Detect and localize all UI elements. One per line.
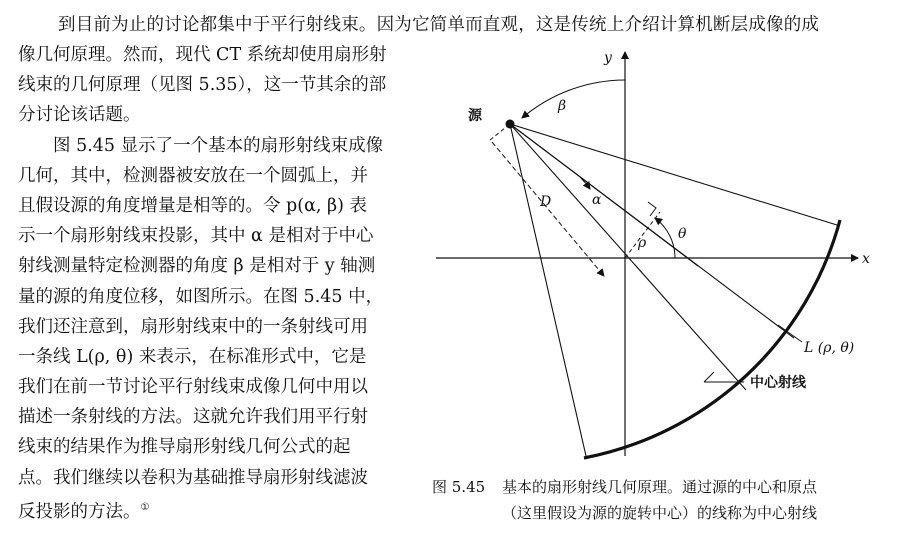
body-line-last xyxy=(18,493,414,523)
intro-paragraph-line: 到目前为止的讨论都集中于平行射线束。因为它简单而直观，这是传统上介绍计算机断层成像的成 xyxy=(58,15,820,35)
caption-line-1: 基本的扇形射线几何原理。通过源的中心和原点 xyxy=(502,478,818,496)
caption-line-2: （这里假设为源的旋转中心）的线称为中心射线 xyxy=(502,504,818,522)
y-axis-label: y xyxy=(604,50,612,66)
body-line: 线束的几何原理（见图 5.35），这一节其余的部 xyxy=(18,75,387,96)
body-line: 图 5.45 显示了一个基本的扇形射线束成像 xyxy=(18,135,384,156)
theta-label: θ xyxy=(678,226,687,242)
body-line: 线束的结果作为推导扇形射线几何公式的起 xyxy=(18,437,351,458)
beta-arc xyxy=(522,80,625,118)
body-line: 示一个扇形射线束投影，其中 α 是相对于中心 xyxy=(18,226,374,247)
central-ray-pointer-tip xyxy=(704,372,714,382)
central-ray-label: 中心射线 xyxy=(750,375,806,391)
body-paragraph xyxy=(18,40,414,523)
D-label: D xyxy=(540,194,552,210)
theta-arc xyxy=(655,218,675,258)
x-axis-label: x xyxy=(862,251,870,267)
body-line-text: 反投影的方法。 xyxy=(18,501,141,522)
body-line: 点。我们继续以卷积为基础推导扇形射线滤波 xyxy=(18,467,368,488)
figure-caption xyxy=(432,474,902,526)
beta-label: β xyxy=(558,98,567,114)
detector-arc xyxy=(584,220,840,458)
line-L-label: L (ρ, θ) xyxy=(804,340,855,356)
body-line: 一条线 L(ρ, θ) 来表示，在标准形式中，它是 xyxy=(18,346,367,367)
fan-beam-geometry-figure xyxy=(432,42,906,462)
body-line: 分讨论该话题。 xyxy=(18,105,141,126)
body-line: 射线测量特定检测器的角度 β 是相对于 y 轴测 xyxy=(18,256,376,277)
fan-beam-diagram xyxy=(432,42,906,462)
body-line: 我们还注意到，扇形射线束中的一条射线可用 xyxy=(18,316,368,337)
body-line: 几何，其中，检测器被安放在一个圆弧上，并 xyxy=(18,165,368,186)
body-line: 且假设源的角度增量是相等的。令 p(α, β) 表 xyxy=(18,195,368,216)
source-point xyxy=(506,120,515,129)
rho-label: ρ xyxy=(638,235,647,251)
right-angle-mark xyxy=(648,202,656,216)
footnote-marker: ① xyxy=(140,501,150,513)
source-label: 源 xyxy=(468,108,482,124)
fan-ray-lower xyxy=(510,124,586,456)
central-ray xyxy=(510,124,746,390)
alpha-label: α xyxy=(592,192,602,208)
body-line: 描述一条射线的方法。这就允许我们用平行射 xyxy=(18,407,368,428)
body-line: 像几何原理。然而，现代 CT 系统却使用扇形射 xyxy=(18,45,387,65)
body-line: 我们在前一节讨论平行射线束成像几何中用以 xyxy=(18,377,368,398)
body-line: 量的源的角度位移，如图所示。在图 5.45 中， xyxy=(18,286,384,307)
line-L-rho-theta xyxy=(510,124,794,338)
fan-ray-upper xyxy=(510,124,837,225)
caption-number: 图 5.45 xyxy=(432,478,486,496)
